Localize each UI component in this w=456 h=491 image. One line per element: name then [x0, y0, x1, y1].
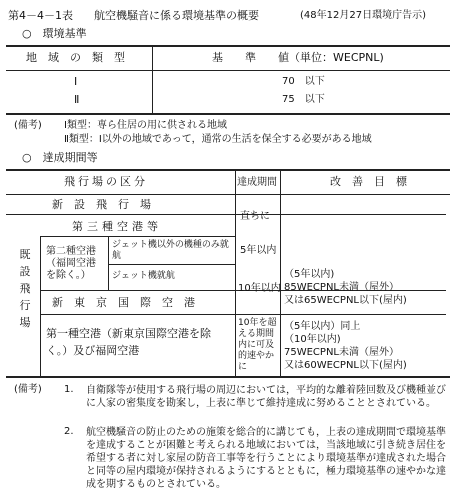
- target-a-line3: 又は65WECPNL以下(屋内): [284, 295, 407, 306]
- period-immediate: 直ちに: [240, 211, 270, 222]
- table2-bottom-rule: [6, 376, 450, 378]
- footer-notes-label: (備考): [14, 384, 42, 395]
- period-5-years: 5年以内: [240, 245, 277, 256]
- footer-note-2-number: 2.: [64, 426, 74, 437]
- target-b-line4: 又は60WECPNL以下(屋内): [284, 360, 407, 371]
- rule-below-new-tokyo: [40, 314, 446, 315]
- table1-bottom-rule: [6, 113, 450, 115]
- table2-top-rule: [6, 169, 450, 171]
- existing-label-divider: [40, 236, 41, 376]
- table1-header-rule: [6, 70, 450, 71]
- rule-jet-split: [108, 264, 235, 265]
- section-heading-period: ○ 達成期間等: [22, 151, 98, 164]
- jet-other-only: ジェット機以外の機種のみ就航: [112, 240, 229, 261]
- class1-airport: 第一種空港（新東京国際空港を除く。）及び福岡空港: [46, 327, 211, 357]
- target-b-line2: （10年以内): [284, 334, 341, 345]
- new-tokyo-airport: 新 東 京 国 際 空 港: [52, 296, 195, 309]
- col-divider-period: [235, 170, 236, 376]
- note-type-1: Ⅰ類型：専ら住居の用に供される地域: [64, 120, 227, 131]
- standard-value-2: 75 以下: [282, 94, 325, 105]
- col-header-period: 達成期間: [237, 177, 277, 188]
- footer-note-1-number: 1.: [64, 384, 74, 395]
- area-type-1: Ⅰ: [74, 75, 78, 88]
- period-10-years: 10年以内: [238, 283, 281, 294]
- new-airport: 新 設 飛 行 場: [52, 198, 151, 211]
- target-a-line1: （5年以内): [284, 269, 335, 280]
- rule-below-class3: [40, 236, 235, 237]
- existing-airport-label: 既設飛行場: [19, 248, 31, 329]
- jet-operating: ジェット機就航: [112, 271, 175, 281]
- target-b-line1: （5年以内）同上: [284, 321, 361, 332]
- col-divider-target: [280, 170, 281, 376]
- table-title: 航空機騒音に係る環境基準の概要: [94, 9, 259, 22]
- rule-below-new: [6, 214, 446, 215]
- footer-note-1: 自衛隊等が使用する飛行場の周辺においては，平均的な離着陸回数及び機種並びに人家の密集度を勘案し，上表に準じて維持達成に努めることとされている。: [86, 385, 446, 409]
- col-header-target: 改 善 目 標: [330, 175, 407, 188]
- notes-label: (備考): [14, 120, 42, 131]
- table1-top-rule: [6, 45, 450, 47]
- target-a-line2: 85WECPNL未満（屋外）: [284, 282, 399, 293]
- area-type-2: Ⅱ: [74, 93, 80, 106]
- table1-column-divider: [152, 46, 153, 113]
- source-note: (48年12月27日環境庁告示): [300, 10, 426, 21]
- class2-divider: [108, 237, 109, 290]
- col-header-standard-value: 基 準 値（単位：WECPNL): [212, 51, 384, 64]
- section-heading-standard: ○ 環境基準: [22, 27, 87, 40]
- class2-airport: 第二種空港（福岡空港を除く。）: [46, 246, 96, 281]
- table2-header-rule: [6, 194, 450, 195]
- table-number: 第4－4－1表: [8, 9, 73, 22]
- standard-value-1: 70 以下: [282, 76, 325, 87]
- col-header-airport-class: 飛行場の区分: [64, 175, 148, 188]
- col-header-area-type: 地 域 の 類 型: [26, 51, 125, 64]
- class3-airport: 第三種空港等: [72, 220, 162, 233]
- note-type-2: Ⅱ類型：Ⅰ以外の地域であって，通常の生活を保全する必要がある地域: [64, 134, 372, 145]
- target-b-line3: 75WECPNL未満（屋外）: [284, 347, 399, 358]
- footer-note-2: 航空機騒音の防止のための施策を総合的に講じても，上表の達成期間で環境基準を達成することが困難と考えられる地域においては，当該地域に引き続き居住を希望する者に対し家屋の防音工事等を行うことにより環境基準が達成された場合と同等の屋内環境が保持されるようにするとともに，極力環境基準の速やかな達成を期するものとされている。: [86, 427, 446, 490]
- period-long-term: 10年を超える期間内に可及的速やかに: [238, 318, 277, 372]
